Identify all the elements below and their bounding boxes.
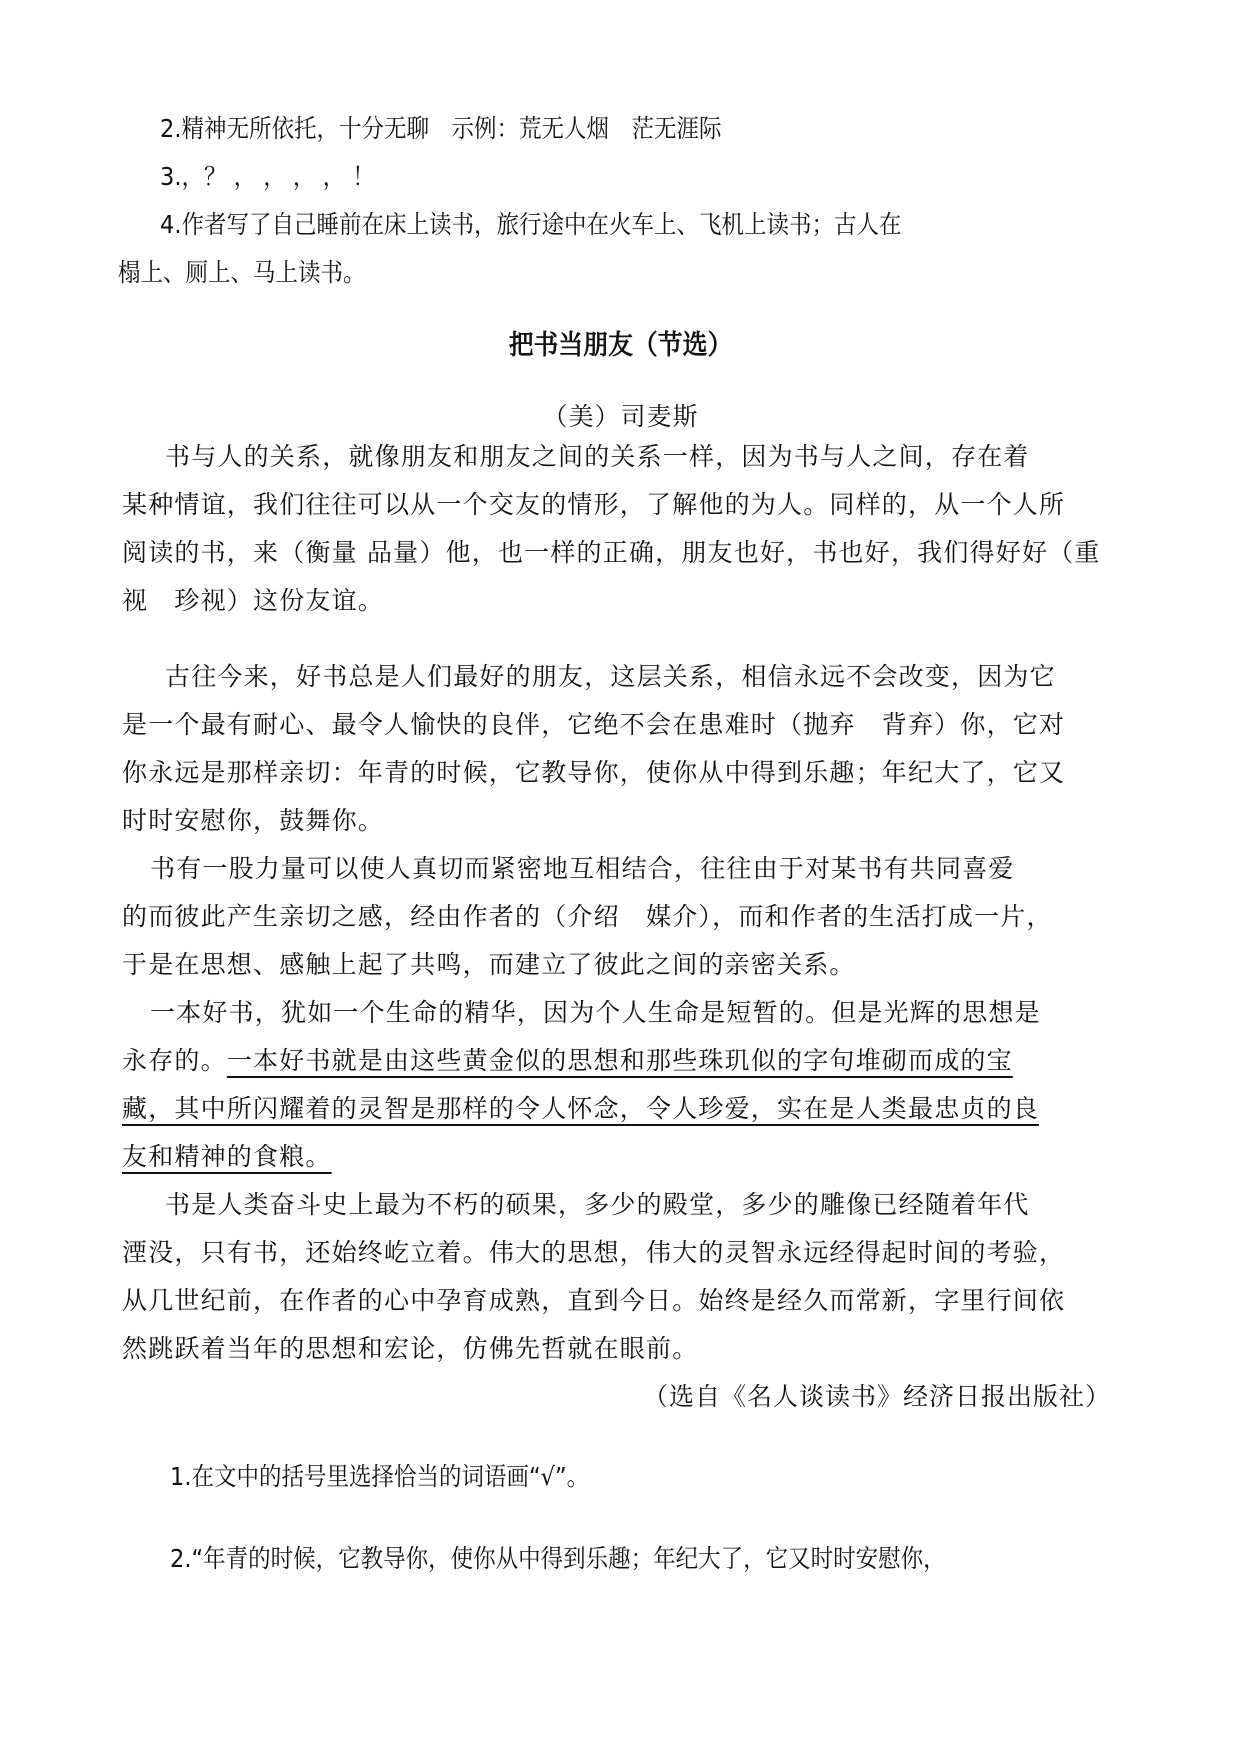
paragraph-4-plain-text: 永存的。 — [122, 1046, 227, 1075]
paragraph-3-line-1: 书有一股力量可以使人真切而紧密地互相结合，往往由于对某书有共同喜爱 — [150, 854, 1015, 883]
underlined-passage-part-3: 友和精神的食粮。 — [122, 1142, 332, 1171]
paragraph-1-line-3: 阅读的书，来（衡量 品量）他，也一样的正确，朋友也好，书也好，我们得好好（重 — [122, 538, 1101, 567]
paragraph-4-line-2 — [122, 1044, 1124, 1078]
paragraph-2-line-2: 是一个最有耐心、最令人愉快的良伴，它绝不会在患难时（抛弃 背弃）你，它对 — [122, 710, 1066, 739]
paragraph-3-line-3: 于是在思想、感触上起了共鸣，而建立了彼此之间的亲密关系。 — [122, 950, 856, 979]
paragraph-4-line-3 — [122, 1092, 1124, 1126]
article-author: （美）司麦斯 — [542, 402, 699, 431]
paragraph-5-line-1: 书是人类奋斗史上最为不朽的硕果，多少的殿堂，多少的雕像已经随着年代 — [165, 1190, 1030, 1219]
paragraph-2-line-3: 你永远是那样亲切：年青的时候，它教导你，使你从中得到乐趣；年纪大了，它又 — [122, 758, 1066, 787]
paragraph-1-line-1: 书与人的关系，就像朋友和朋友之间的关系一样，因为书与人之间，存在着 — [165, 442, 1030, 471]
underlined-passage-part-2: 藏，其中所闪耀着的灵智是那样的令人怀念，令人珍爱，实在是人类最忠贞的良 — [122, 1094, 1040, 1123]
paragraph-2-line-4: 时时安慰你，鼓舞你。 — [122, 806, 385, 835]
answer-4-line-2: 榻上、厕上、马上读书。 — [118, 258, 366, 287]
article-title: 把书当朋友（节选） — [508, 330, 733, 361]
paragraph-5-line-4: 然跳跃着当年的思想和宏论，仿佛先哲就在眼前。 — [122, 1334, 699, 1363]
paragraph-4-line-4 — [122, 1140, 1124, 1174]
paragraph-5-line-3: 从几世纪前，在作者的心中孕育成熟，直到今日。始终是经久而常新，字里行间依 — [122, 1286, 1066, 1315]
paragraph-2-line-1: 古往今来，好书总是人们最好的朋友，这层关系，相信永远不会改变，因为它 — [165, 662, 1056, 691]
answer-2: 2.精神无所依托，十分无聊 示例：荒无人烟 茫无涯际 — [160, 114, 722, 143]
question-2: 2.“年青的时候，它教导你，使你从中得到乐趣；年纪大了，它又时时安慰你， — [170, 1544, 946, 1573]
paragraph-1-line-2: 某种情谊，我们往往可以从一个交友的情形，了解他的为人。同样的，从一个人所 — [122, 490, 1066, 519]
paragraph-5-line-2: 湮没，只有书，还始终屹立着。伟大的思想，伟大的灵智永远经得起时间的考验， — [122, 1238, 1066, 1267]
underlined-passage-part-1: 一本好书就是由这些黄金似的思想和那些珠玑似的字句堆砌而成的宝 — [226, 1046, 1013, 1075]
question-1: 1.在文中的括号里选择恰当的词语画“√”。 — [170, 1462, 590, 1491]
answer-4-line-1: 4.作者写了自己睡前在床上读书，旅行途中在火车上、飞机上读书；古人在 — [160, 210, 902, 239]
answer-3: 3.，？ ， ， ， ， ！ — [160, 162, 375, 191]
paragraph-1-line-4: 视 珍视）这份友谊。 — [122, 586, 385, 615]
paragraph-3-line-2: 的而彼此产生亲切之感，经由作者的（介绍 媒介），而和作者的生活打成一片， — [122, 902, 1053, 931]
paragraph-4-line-1: 一本好书，犹如一个生命的精华，因为个人生命是短暂的。但是光辉的思想是 — [150, 998, 1041, 1027]
article-source: （选自《名人谈读书》经济日报出版社） — [642, 1382, 1111, 1411]
